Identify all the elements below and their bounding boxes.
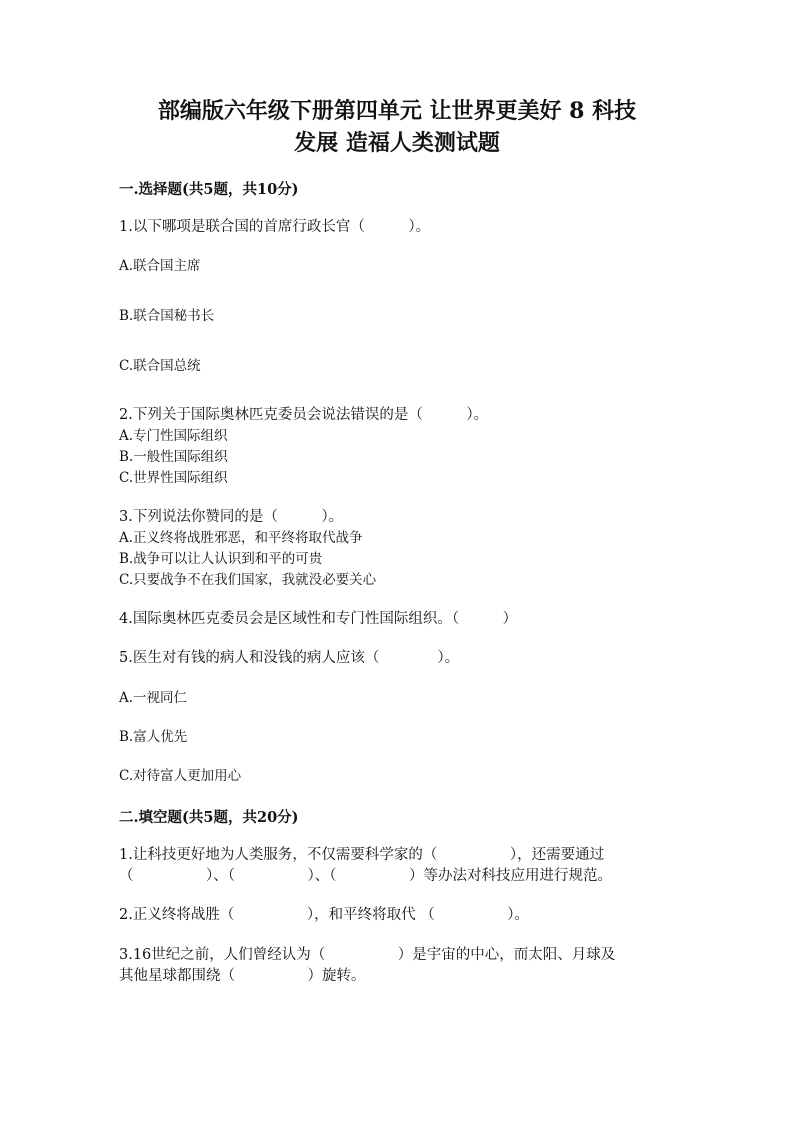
question-1-option-a: A.联合国主席 (119, 258, 201, 274)
question-3-stem: 3.下列说法你赞同的是（ ）。 (119, 509, 344, 525)
section-heading-fill: 二.填空题(共5题，共20分) (119, 809, 299, 826)
question-2-option-a: A.专门性国际组织 (119, 428, 228, 444)
question-5-option-c: C.对待富人更加用心 (119, 768, 242, 784)
question-5-option-b: B.富人优先 (119, 729, 188, 745)
question-1-stem: 1.以下哪项是联合国的首席行政长官（ ）。 (119, 219, 431, 235)
question-2-option-c: C.世界性国际组织 (119, 470, 228, 486)
page-title-line-1: 部编版六年级下册第四单元 让世界更美好 8 科技 (157, 98, 637, 124)
question-5-option-a: A.一视同仁 (119, 690, 188, 706)
question-1-option-b: B.联合国秘书长 (119, 308, 215, 324)
fill-3-line-1: 3.16世纪之前，人们曾经认为（ ）是宇宙的中心，而太阳、月球及 (119, 947, 616, 963)
fill-1-line-1: 1.让科技更好地为人类服务，不仅需要科学家的（ ），还需要通过 (119, 847, 605, 863)
fill-1-line-2: （ ）、（ ）、（ ）等办法对科技应用进行规范。 (119, 868, 612, 884)
question-3-option-c: C.只要战争不在我们国家，我就没必要关心 (119, 572, 377, 588)
question-3-option-b: B.战争可以让人认识到和平的可贵 (119, 551, 323, 567)
fill-2-line-1: 2.正义终将战胜（ ），和平终将取代 （ ）。 (119, 907, 529, 923)
question-5-stem: 5.医生对有钱的病人和没钱的病人应该（ ）。 (119, 650, 460, 666)
fill-3-line-2: 其他星球都围绕（ ）旋转。 (119, 968, 366, 984)
page-title-line-2: 发展 造福人类测试题 (294, 130, 500, 156)
question-1-option-c: C.联合国总统 (119, 358, 201, 374)
question-4-stem: 4.国际奥林匹克委员会是区域性和专门性国际组织。（ ） (119, 611, 518, 627)
section-heading-choice: 一.选择题(共5题，共10分) (119, 181, 299, 198)
question-3-option-a: A.正义终将战胜邪恶，和平终将取代战争 (119, 530, 363, 546)
question-2-option-b: B.一般性国际组织 (119, 449, 228, 465)
question-2-stem: 2.下列关于国际奥林匹克委员会说法错误的是（ ）。 (119, 407, 489, 423)
